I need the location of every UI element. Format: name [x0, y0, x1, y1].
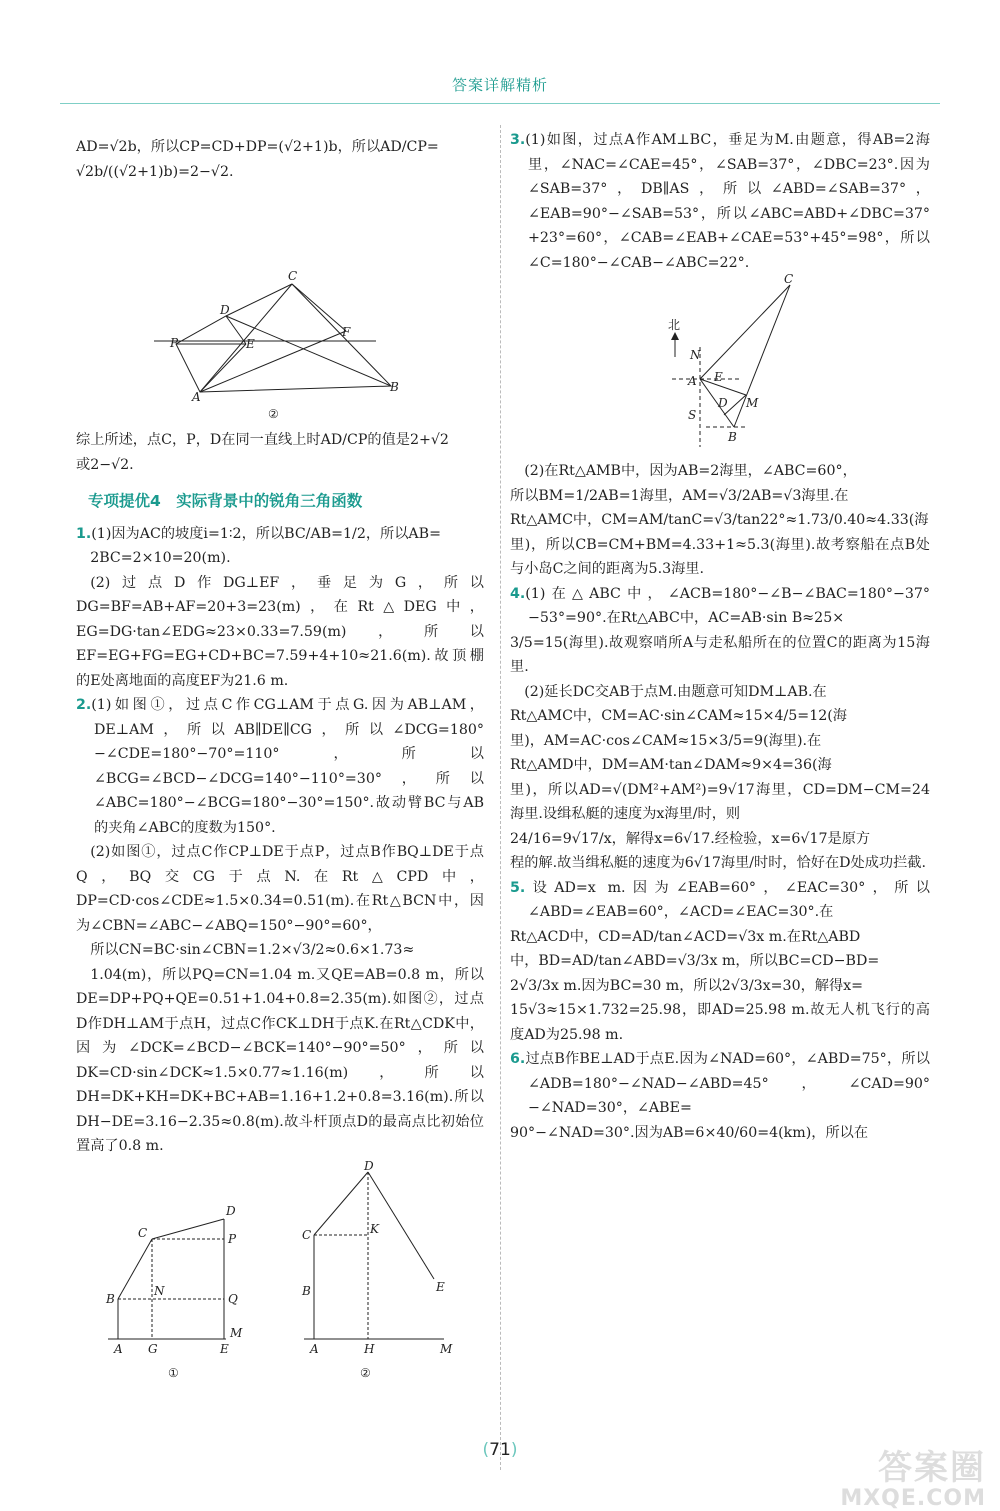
q4-part3: (2)延长DC交AB于点M.由题意可知DM⊥AB.在: [524, 683, 827, 700]
left-column: [76, 135, 484, 1382]
q4-part6: Rt△AMD中，DM=AM·tan∠DAM≈9×4=36(海: [510, 757, 832, 773]
fig2-label-B: B: [302, 1283, 311, 1298]
label-D: D: [220, 303, 230, 317]
q6-number: 6.: [510, 1051, 526, 1067]
q4-part9: 程的解.故当缉私艇的速度为6√17海里/时时，恰好在D处成功拦截.: [510, 855, 926, 871]
fig2-label-K: K: [370, 1221, 379, 1236]
fig1-label-D: D: [226, 1203, 236, 1218]
q5-part1: 设AD=x m.因为∠EAB=60°，∠EAC=30°，所以∠ABD=∠EAB=60°，∠ACD=∠EAC=30°.在: [525, 879, 930, 920]
fig1-label-P: P: [228, 1231, 237, 1246]
figures-left-bottom: [76, 1158, 484, 1382]
fig1-caption: ①: [168, 1365, 179, 1380]
fig2-label-D: D: [364, 1158, 374, 1173]
figure-left-top: [76, 186, 484, 426]
r-label-C: C: [784, 272, 794, 286]
q1-part1: (1)因为AC的坡度i=1∶2，所以BC/AB=1/2，所以AB=: [91, 525, 441, 542]
figure-1: [76, 1167, 243, 1382]
fig2-label-A: A: [310, 1341, 319, 1356]
label-P: P: [170, 336, 179, 350]
label-C: C: [288, 269, 298, 283]
q4-part1: (1)在△ABC中，∠ACB=180°−∠B−∠BAC=180°−37°−53°=90°.在Rt△ABC中，AC=AB·sin B≈25×: [525, 585, 930, 626]
label-F: F: [342, 325, 351, 339]
r-label-N: N: [690, 348, 701, 362]
q1-number: 1.: [76, 525, 92, 542]
figure-right: [510, 272, 930, 457]
fig1-label-M: M: [230, 1325, 243, 1340]
fig1-label-C: C: [138, 1225, 148, 1240]
q2-number: 2.: [76, 697, 92, 713]
q2-part1: (1)如图①，过点C作CG⊥AM于点G.因为AB⊥AM，DE⊥AM，所以AB∥DE∥CG，所以∠DCG=180°−∠CDE=180°−70°=110°，所以∠BCG=∠BCD−∠DCG=140°−110°=30°，所以∠ABC=180°−∠BCG=180°−30°=150°.故动臂BC与AB的夹角∠ABC的度数为150°.: [91, 697, 484, 836]
figure-caption: ②: [268, 407, 279, 421]
q4-number: 4.: [510, 585, 526, 602]
r-label-E: E: [714, 370, 723, 384]
q3-part1: (1)如图，过点A作AM⊥BC，垂足为M.由题意，得AB=2海里，∠NAC=∠CAE=45°，∠SAB=37°，∠DBC=23°.因为∠SAB=37°，DB∥AS，所以∠ABD=∠SAB=37°，∠EAB=90°−∠SAB=53°，所以∠ABC=ABD+∠DBC=37°+23°=60°，∠CAB=∠EAB+∠CAE=53°+45°=98°，所以∠C=180°−∠CAB−∠ABC=22°.: [525, 132, 930, 271]
section-title: 专项提优4 实际背景中的锐角三角函数: [88, 492, 363, 510]
fig1-label-A: A: [114, 1341, 123, 1356]
label-A: A: [192, 390, 201, 404]
q6-part2: 90°−∠NAD=30°.因为AB=6×40/60=4(km)，所以在: [510, 1124, 869, 1141]
q5-part2: Rt△ACD中，CD=AD/tan∠ACD=√3x m.在Rt△ABD: [510, 928, 861, 945]
q2-part3: 所以CN=BC·sin∠CBN=1.2×√3/2≈0.6×1.73≈: [90, 942, 415, 958]
fig1-label-G: G: [148, 1341, 158, 1356]
right-column: [510, 128, 930, 1145]
header-rule: [60, 103, 940, 104]
q5-part5: 15√3≈15×1.732=25.98，即AD=25.98 m.故无人机飞行的高度AD为25.98 m.: [510, 1002, 930, 1043]
fig2-caption: ②: [360, 1365, 371, 1380]
q1-part2: 2BC=2×10=20(m).: [90, 550, 231, 566]
q3-part4: Rt△AMC中，CM=AM/tanC=√3/tan22°≈1.73/0.40≈4.33(海: [510, 512, 929, 528]
q3-part3: 所以BM=1/2AB=1海里，AM=√3/2AB=√3海里.在: [510, 487, 849, 504]
q2-part2: (2)如图①，过点C作CP⊥DE于点P，过点B作BQ⊥DE于点Q，BQ交CG于点N.在Rt△CPD中，DP=CD·cos∠CDE≈1.5×0.34=0.51(m).在Rt△BCN中，因为∠CBN=∠ABC−∠ABQ=150°−90°=60°，: [76, 844, 484, 934]
q4-part5: 里)，AM=AC·cos∠CAM≈15×3/5=9(海里).在: [510, 732, 822, 749]
r-label-A: A: [688, 374, 697, 388]
q2-part4: 1.04(m)，所以PQ=CN=1.04 m.又QE=AB=0.8 m，所以DE=DP+PQ+QE=0.51+1.04+0.8=2.35(m).如图②，过点D作DH⊥AM于点H，过点C作CK⊥DH于点K.在Rt△CDK中，因为∠DCK=∠BCD−∠BCK=140°−90°=50°，所以DK=CD·sin∠DCK≈1.5×0.77≈1.16(m)，所以DH=DK+KH=DK+BC+AB=1.16+1.2+0.8=3.16(m).所以DH−DE=3.16−2.35≈0.8(m).故斗杆顶点D的最高点比初始位置高了0.8 m.: [76, 966, 484, 1154]
fig1-label-N: N: [154, 1283, 165, 1298]
left-p4: 或2−√2.: [76, 456, 134, 473]
left-p1: AD=√2b，所以CP=CD+DP=(√2+1)b，所以AD/CP=: [76, 139, 439, 155]
header-title: 答案详解精析: [451, 76, 548, 94]
fig2-label-C: C: [302, 1227, 312, 1242]
fig2-label-E: E: [436, 1279, 445, 1294]
q4-part8: 24/16=9√17/x，解得x=6√17.经检验，x=6√17是原方: [510, 830, 871, 847]
watermark-logo: 答案圈: [878, 1448, 986, 1488]
north-label: 北: [668, 318, 681, 332]
q5-part4: 2√3/3x m.因为BC=30 m，所以2√3/3x=30，解得x=: [510, 977, 864, 994]
label-B: B: [390, 380, 399, 394]
left-p3: 综上所述，点C，P，D在同一直线上时AD/CP的值是2+√2: [76, 432, 449, 448]
fig2-label-H: H: [364, 1341, 375, 1356]
q4-part2: 3/5=15(海里).故观察哨所A与走私船所在的位置C的距离为15海里.: [510, 634, 930, 675]
q5-number: 5.: [510, 879, 526, 896]
r-label-S: S: [688, 408, 697, 422]
page-number: (71): [482, 1440, 518, 1460]
q4-part4: Rt△AMC中，CM=AC·sin∠CAM≈15×4/5=12(海: [510, 708, 847, 724]
q1-part3: (2)过点D作DG⊥EF，垂足为G，所以DG=BF=AB+AF=20+3=23(m)，在Rt△DEG中，EG=DG·tan∠EDG≈23×0.33=7.59(m)，所以EF=EG+FG=EG+CD+BC=7.59+4+10≈21.6(m).故顶棚的E处离地面的高度EF为21.6 m.: [76, 574, 484, 689]
left-p2: √2b/((√2+1)b)=2−√2.: [76, 163, 234, 180]
fig1-label-E: E: [220, 1341, 229, 1356]
watermark: [840, 1450, 986, 1511]
q6-part1: 过点B作BE⊥AD于点E.因为∠NAD=60°，∠ABD=75°，所以∠ADB=180°−∠NAD−∠ABD=45°，∠CAD=90°−∠NAD=30°，∠ABE=: [525, 1051, 930, 1116]
fig2-label-M: M: [440, 1341, 453, 1356]
r-label-D: D: [718, 396, 728, 410]
label-E: E: [246, 337, 255, 351]
fig1-label-Q: Q: [228, 1291, 238, 1306]
q3-number: 3.: [510, 132, 526, 148]
watermark-url: MXQE.COM: [840, 1486, 986, 1511]
r-label-B: B: [728, 430, 737, 444]
r-label-M: M: [746, 396, 759, 410]
q4-part7: 里)，所以AD=√(DM²+AM²)=9√17海里，CD=DM−CM=24海里.设缉私艇的速度为x海里/时，则: [510, 781, 930, 822]
q5-part3: 中，BD=AD/tan∠ABD=√3/3x m，所以BC=CD−BD=: [510, 953, 880, 969]
q3-part2: (2)在Rt△AMB中，因为AB=2海里，∠ABC=60°，: [524, 463, 857, 479]
column-divider: [500, 125, 501, 1470]
q3-part5: 里)，所以CB=CM+BM=4.33+1≈5.3(海里).故考察船在点B处与小岛C之间的距离为5.3海里.: [510, 536, 930, 577]
figure-2: [284, 1158, 484, 1382]
fig1-label-B: B: [106, 1291, 115, 1306]
